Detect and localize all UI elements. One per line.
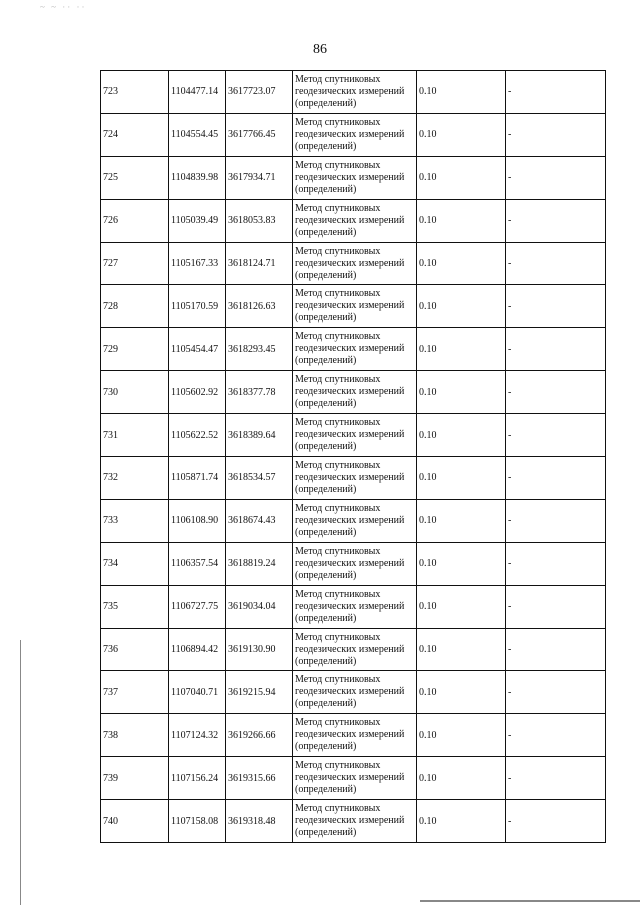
method-cell: Метод спутниковых геодезических измерений (определений) — [293, 156, 417, 199]
y-coordinate-cell: 3617723.07 — [226, 71, 293, 114]
table-row — [101, 156, 606, 199]
point-number-cell: 727 — [101, 242, 169, 285]
accuracy-cell: 0.10 — [417, 542, 506, 585]
scan-edge-line — [420, 900, 640, 902]
table-row — [101, 714, 606, 757]
note-cell: - — [506, 671, 606, 714]
accuracy-cell: 0.10 — [417, 714, 506, 757]
x-coordinate-cell: 1106727.75 — [169, 585, 226, 628]
method-cell: Метод спутниковых геодезических измерений (определений) — [293, 757, 417, 800]
table-row — [101, 113, 606, 156]
accuracy-cell: 0.10 — [417, 585, 506, 628]
accuracy-cell: 0.10 — [417, 757, 506, 800]
table-row — [101, 285, 606, 328]
table-row — [101, 414, 606, 457]
table-row — [101, 628, 606, 671]
note-cell: - — [506, 285, 606, 328]
note-cell: - — [506, 542, 606, 585]
accuracy-cell: 0.10 — [417, 156, 506, 199]
point-number-cell: 729 — [101, 328, 169, 371]
y-coordinate-cell: 3618534.57 — [226, 457, 293, 500]
accuracy-cell: 0.10 — [417, 457, 506, 500]
x-coordinate-cell: 1105602.92 — [169, 371, 226, 414]
note-cell: - — [506, 499, 606, 542]
y-coordinate-cell: 3619315.66 — [226, 757, 293, 800]
point-number-cell: 735 — [101, 585, 169, 628]
method-cell: Метод спутниковых геодезических измерений (определений) — [293, 499, 417, 542]
point-number-cell: 733 — [101, 499, 169, 542]
y-coordinate-cell: 3618389.64 — [226, 414, 293, 457]
note-cell: - — [506, 457, 606, 500]
x-coordinate-cell: 1106894.42 — [169, 628, 226, 671]
x-coordinate-cell: 1107156.24 — [169, 757, 226, 800]
y-coordinate-cell: 3617766.45 — [226, 113, 293, 156]
note-cell: - — [506, 71, 606, 114]
x-coordinate-cell: 1107124.32 — [169, 714, 226, 757]
note-cell: - — [506, 199, 606, 242]
accuracy-cell: 0.10 — [417, 371, 506, 414]
table-row — [101, 671, 606, 714]
x-coordinate-cell: 1105039.49 — [169, 199, 226, 242]
y-coordinate-cell: 3619034.04 — [226, 585, 293, 628]
point-number-cell: 731 — [101, 414, 169, 457]
method-cell: Метод спутниковых геодезических измерений (определений) — [293, 328, 417, 371]
accuracy-cell: 0.10 — [417, 499, 506, 542]
method-cell: Метод спутниковых геодезических измерений (определений) — [293, 457, 417, 500]
note-cell: - — [506, 757, 606, 800]
point-number-cell: 723 — [101, 71, 169, 114]
note-cell: - — [506, 242, 606, 285]
note-cell: - — [506, 113, 606, 156]
point-number-cell: 725 — [101, 156, 169, 199]
table-row — [101, 71, 606, 114]
table-row — [101, 199, 606, 242]
y-coordinate-cell: 3619266.66 — [226, 714, 293, 757]
method-cell: Метод спутниковых геодезических измерений (определений) — [293, 542, 417, 585]
y-coordinate-cell: 3619215.94 — [226, 671, 293, 714]
method-cell: Метод спутниковых геодезических измерений (определений) — [293, 199, 417, 242]
y-coordinate-cell: 3617934.71 — [226, 156, 293, 199]
x-coordinate-cell: 1107158.08 — [169, 800, 226, 843]
x-coordinate-cell: 1105622.52 — [169, 414, 226, 457]
point-number-cell: 732 — [101, 457, 169, 500]
accuracy-cell: 0.10 — [417, 285, 506, 328]
x-coordinate-cell: 1105454.47 — [169, 328, 226, 371]
accuracy-cell: 0.10 — [417, 242, 506, 285]
x-coordinate-cell: 1105170.59 — [169, 285, 226, 328]
note-cell: - — [506, 414, 606, 457]
table-row — [101, 542, 606, 585]
x-coordinate-cell: 1106357.54 — [169, 542, 226, 585]
accuracy-cell: 0.10 — [417, 628, 506, 671]
coordinates-table — [100, 70, 606, 843]
table-row — [101, 757, 606, 800]
y-coordinate-cell: 3618674.43 — [226, 499, 293, 542]
accuracy-cell: 0.10 — [417, 199, 506, 242]
note-cell: - — [506, 156, 606, 199]
point-number-cell: 740 — [101, 800, 169, 843]
accuracy-cell: 0.10 — [417, 671, 506, 714]
point-number-cell: 736 — [101, 628, 169, 671]
table-row — [101, 371, 606, 414]
note-cell: - — [506, 328, 606, 371]
coordinates-table-body — [101, 71, 606, 843]
x-coordinate-cell: 1104554.45 — [169, 113, 226, 156]
scan-edge-line — [20, 640, 21, 905]
point-number-cell: 730 — [101, 371, 169, 414]
note-cell: - — [506, 371, 606, 414]
y-coordinate-cell: 3619130.90 — [226, 628, 293, 671]
point-number-cell: 728 — [101, 285, 169, 328]
method-cell: Метод спутниковых геодезических измерений (определений) — [293, 414, 417, 457]
note-cell: - — [506, 628, 606, 671]
method-cell: Метод спутниковых геодезических измерений (определений) — [293, 628, 417, 671]
y-coordinate-cell: 3618377.78 — [226, 371, 293, 414]
method-cell: Метод спутниковых геодезических измерений (определений) — [293, 285, 417, 328]
point-number-cell: 724 — [101, 113, 169, 156]
table-row — [101, 328, 606, 371]
method-cell: Метод спутниковых геодезических измерений (определений) — [293, 113, 417, 156]
y-coordinate-cell: 3618053.83 — [226, 199, 293, 242]
point-number-cell: 738 — [101, 714, 169, 757]
point-number-cell: 734 — [101, 542, 169, 585]
table-row — [101, 242, 606, 285]
table-row — [101, 800, 606, 843]
y-coordinate-cell: 3618819.24 — [226, 542, 293, 585]
method-cell: Метод спутниковых геодезических измерений (определений) — [293, 371, 417, 414]
x-coordinate-cell: 1104477.14 — [169, 71, 226, 114]
x-coordinate-cell: 1104839.98 — [169, 156, 226, 199]
accuracy-cell: 0.10 — [417, 414, 506, 457]
point-number-cell: 726 — [101, 199, 169, 242]
method-cell: Метод спутниковых геодезических измерений (определений) — [293, 242, 417, 285]
note-cell: - — [506, 800, 606, 843]
x-coordinate-cell: 1106108.90 — [169, 499, 226, 542]
method-cell: Метод спутниковых геодезических измерений (определений) — [293, 800, 417, 843]
note-cell: - — [506, 714, 606, 757]
y-coordinate-cell: 3618124.71 — [226, 242, 293, 285]
table-row — [101, 499, 606, 542]
method-cell: Метод спутниковых геодезических измерений (определений) — [293, 671, 417, 714]
method-cell: Метод спутниковых геодезических измерений (определений) — [293, 714, 417, 757]
y-coordinate-cell: 3619318.48 — [226, 800, 293, 843]
accuracy-cell: 0.10 — [417, 113, 506, 156]
accuracy-cell: 0.10 — [417, 71, 506, 114]
method-cell: Метод спутниковых геодезических измерений (определений) — [293, 71, 417, 114]
accuracy-cell: 0.10 — [417, 328, 506, 371]
y-coordinate-cell: 3618293.45 — [226, 328, 293, 371]
y-coordinate-cell: 3618126.63 — [226, 285, 293, 328]
point-number-cell: 737 — [101, 671, 169, 714]
table-row — [101, 585, 606, 628]
x-coordinate-cell: 1107040.71 — [169, 671, 226, 714]
x-coordinate-cell: 1105167.33 — [169, 242, 226, 285]
table-row — [101, 457, 606, 500]
point-number-cell: 739 — [101, 757, 169, 800]
x-coordinate-cell: 1105871.74 — [169, 457, 226, 500]
scan-artifact: ~ ~ ·· ·· — [40, 2, 87, 12]
method-cell: Метод спутниковых геодезических измерений (определений) — [293, 585, 417, 628]
accuracy-cell: 0.10 — [417, 800, 506, 843]
note-cell: - — [506, 585, 606, 628]
page-number: 86 — [313, 42, 327, 57]
